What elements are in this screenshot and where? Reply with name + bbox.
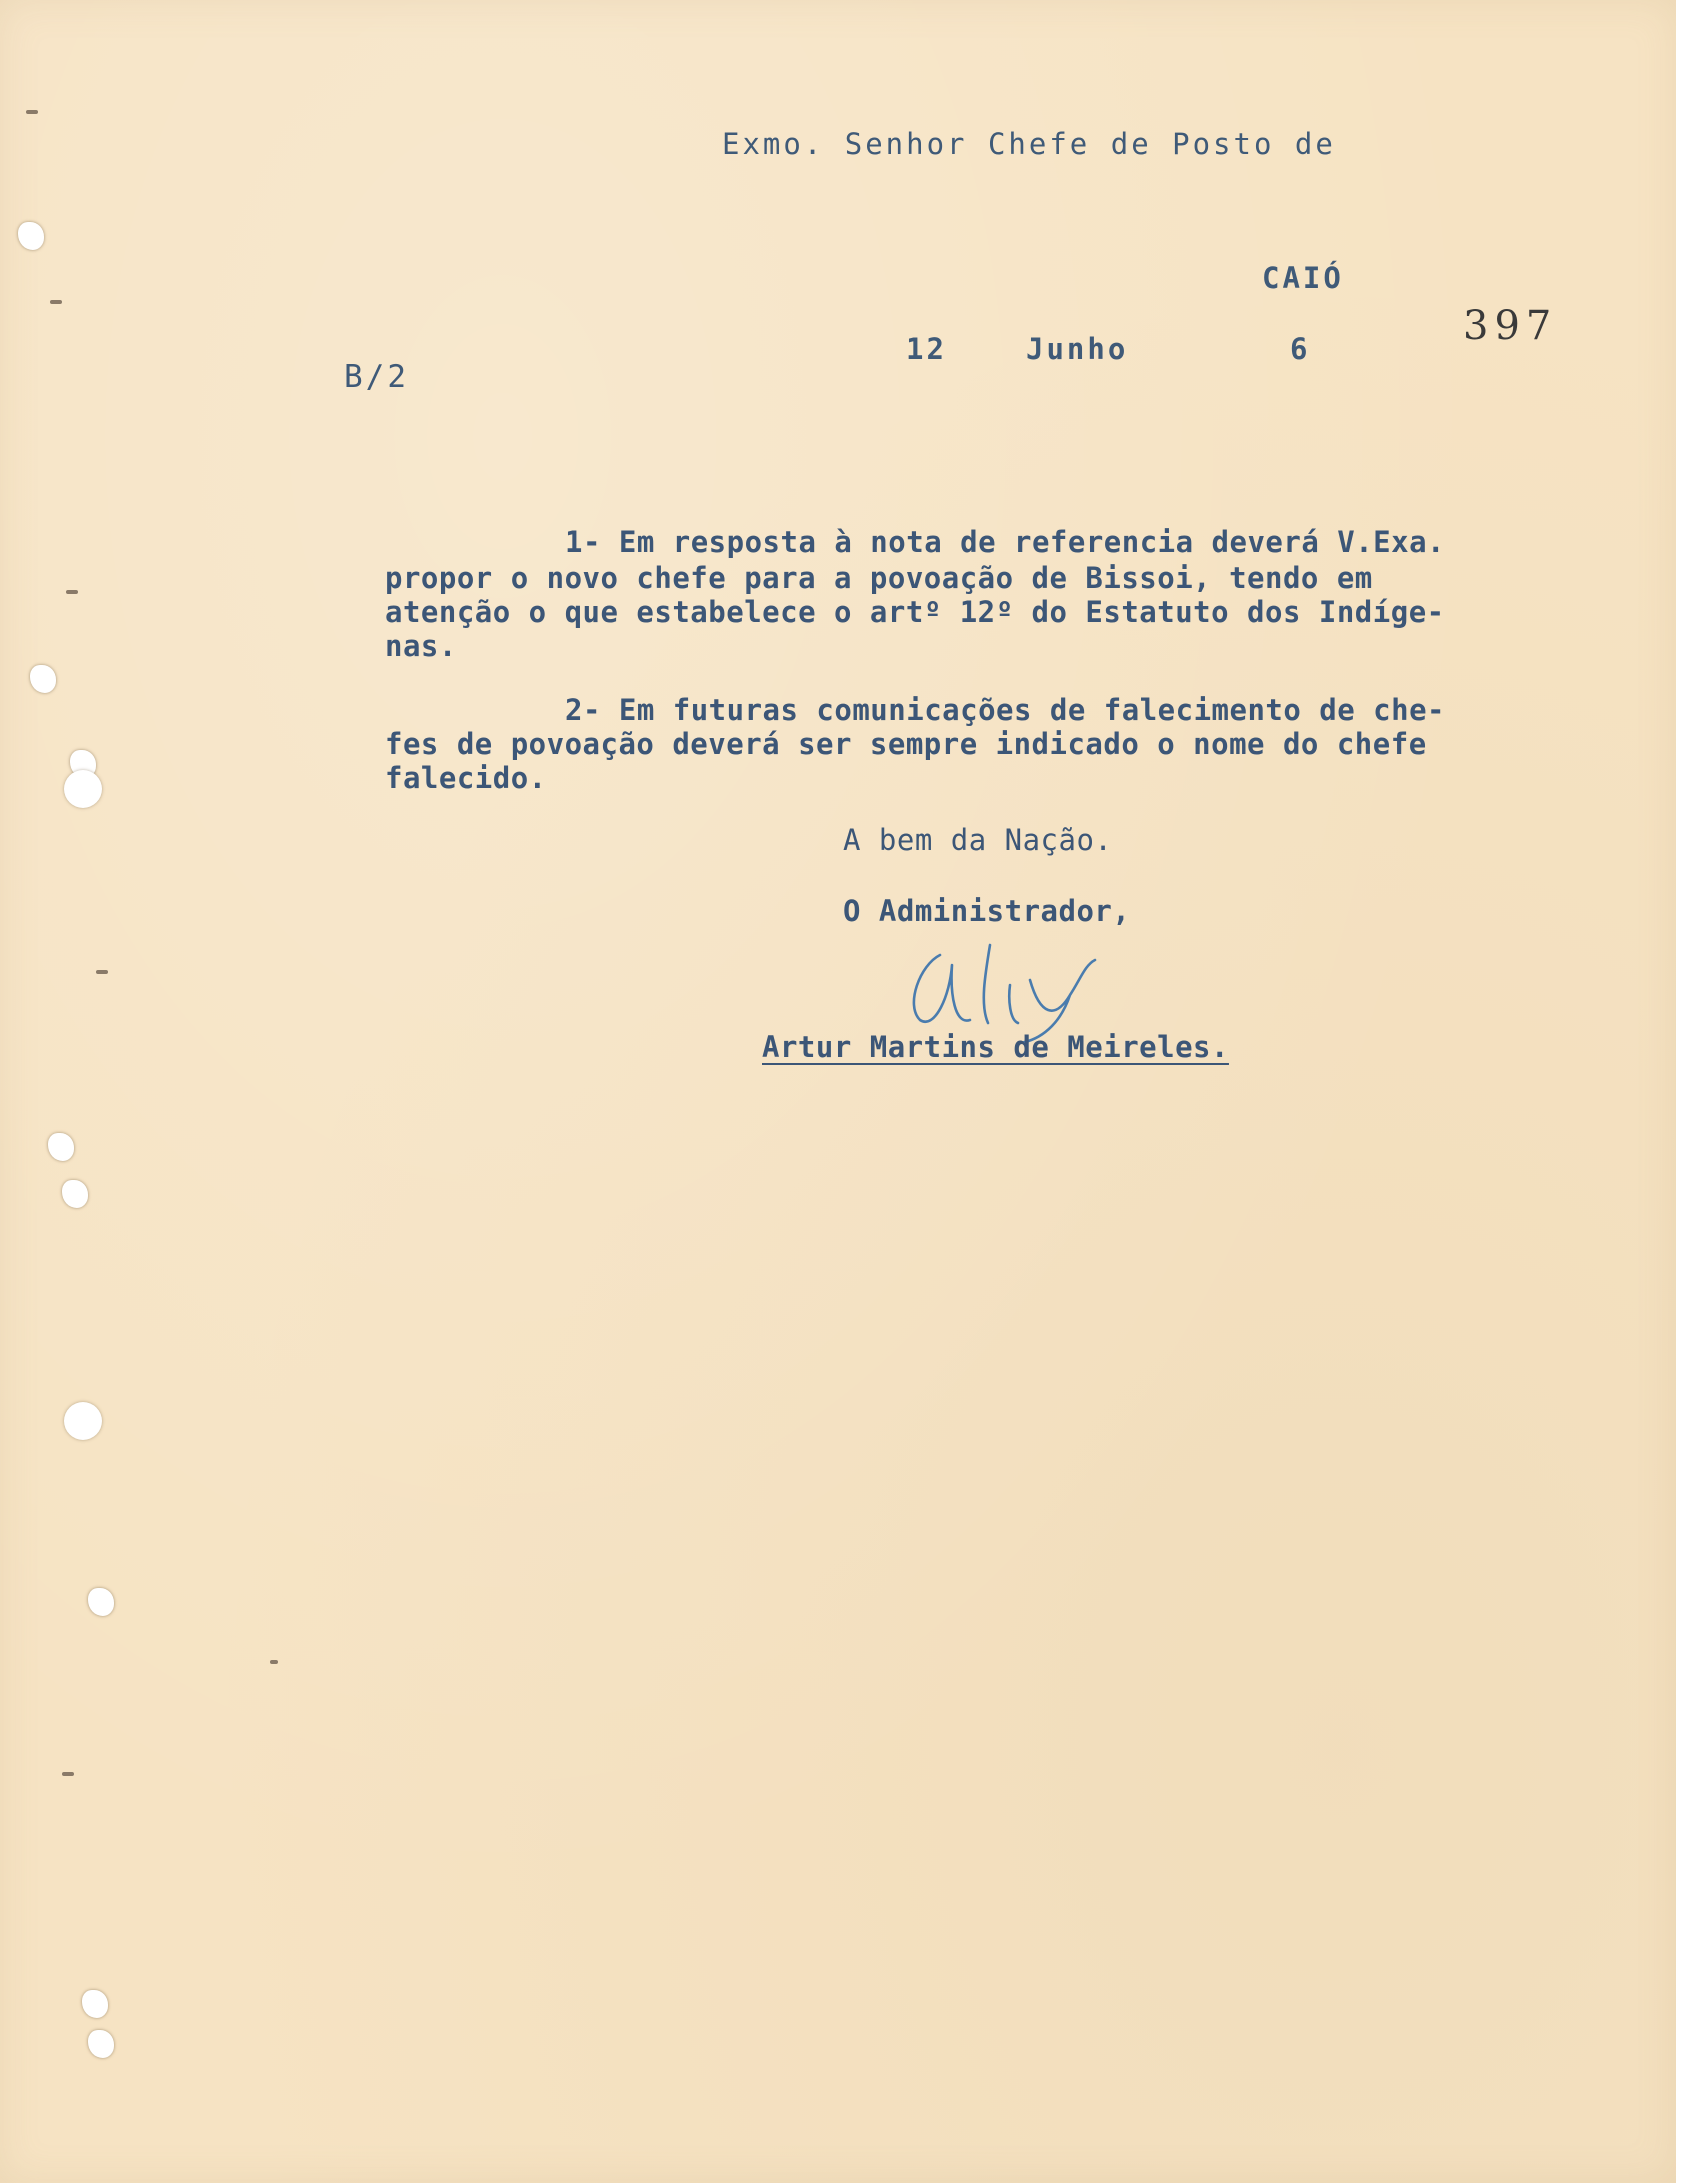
punch-tear-6: [88, 1588, 114, 1616]
punch-tear-8: [88, 2030, 114, 2058]
margin-mark-3: [66, 590, 78, 594]
margin-mark-6: [270, 1660, 278, 1664]
document-number-stamp: 397: [1463, 303, 1558, 349]
addressee-line: Exmo. Senhor Chefe de Posto de: [722, 127, 1336, 161]
margin-mark-5: [62, 1772, 74, 1776]
scan-border: [1676, 0, 1699, 2183]
punch-tear-7: [82, 1990, 108, 2018]
punch-tear-4: [48, 1133, 74, 1161]
paragraph-2-line-3: falecido.: [385, 761, 547, 795]
punch-hole-1: [64, 770, 102, 808]
margin-mark-1: [26, 110, 38, 114]
paragraph-1-line-1: 1- Em resposta à nota de referencia deverá V.Exa.: [565, 525, 1446, 559]
signatory-name: Artur Martins de Meireles.: [762, 1030, 1229, 1064]
paragraph-1-line-2: propor o novo chefe para a povoação de Bissoi, tendo em: [385, 561, 1373, 595]
paragraph-2-line-2: fes de povoação deverá ser sempre indicado o nome do chefe: [385, 727, 1427, 761]
handwritten-signature: [880, 925, 1140, 1045]
punch-tear-5: [62, 1180, 88, 1208]
punch-tear-2: [30, 665, 56, 693]
closing-salutation: A bem da Nação.: [843, 823, 1113, 857]
date-day: 12: [906, 332, 947, 366]
paragraph-1-line-3: atenção o que estabelece o artº 12º do Estatuto dos Indíge-: [385, 595, 1445, 629]
reference-code: B/2: [344, 359, 409, 395]
punch-tear-1: [18, 222, 44, 250]
closing-role: O Administrador,: [843, 894, 1131, 928]
margin-mark-4: [96, 970, 108, 974]
date-month: Junho: [1026, 332, 1129, 366]
paragraph-1-line-4: nas.: [385, 629, 457, 663]
punch-hole-2: [64, 1402, 102, 1440]
paragraph-2-line-1: 2- Em futuras comunicações de falecimento de che-: [565, 693, 1446, 727]
margin-mark-2: [50, 300, 62, 304]
date-year-fragment: 6: [1290, 332, 1311, 366]
location-line: CAIÓ: [1262, 261, 1344, 295]
